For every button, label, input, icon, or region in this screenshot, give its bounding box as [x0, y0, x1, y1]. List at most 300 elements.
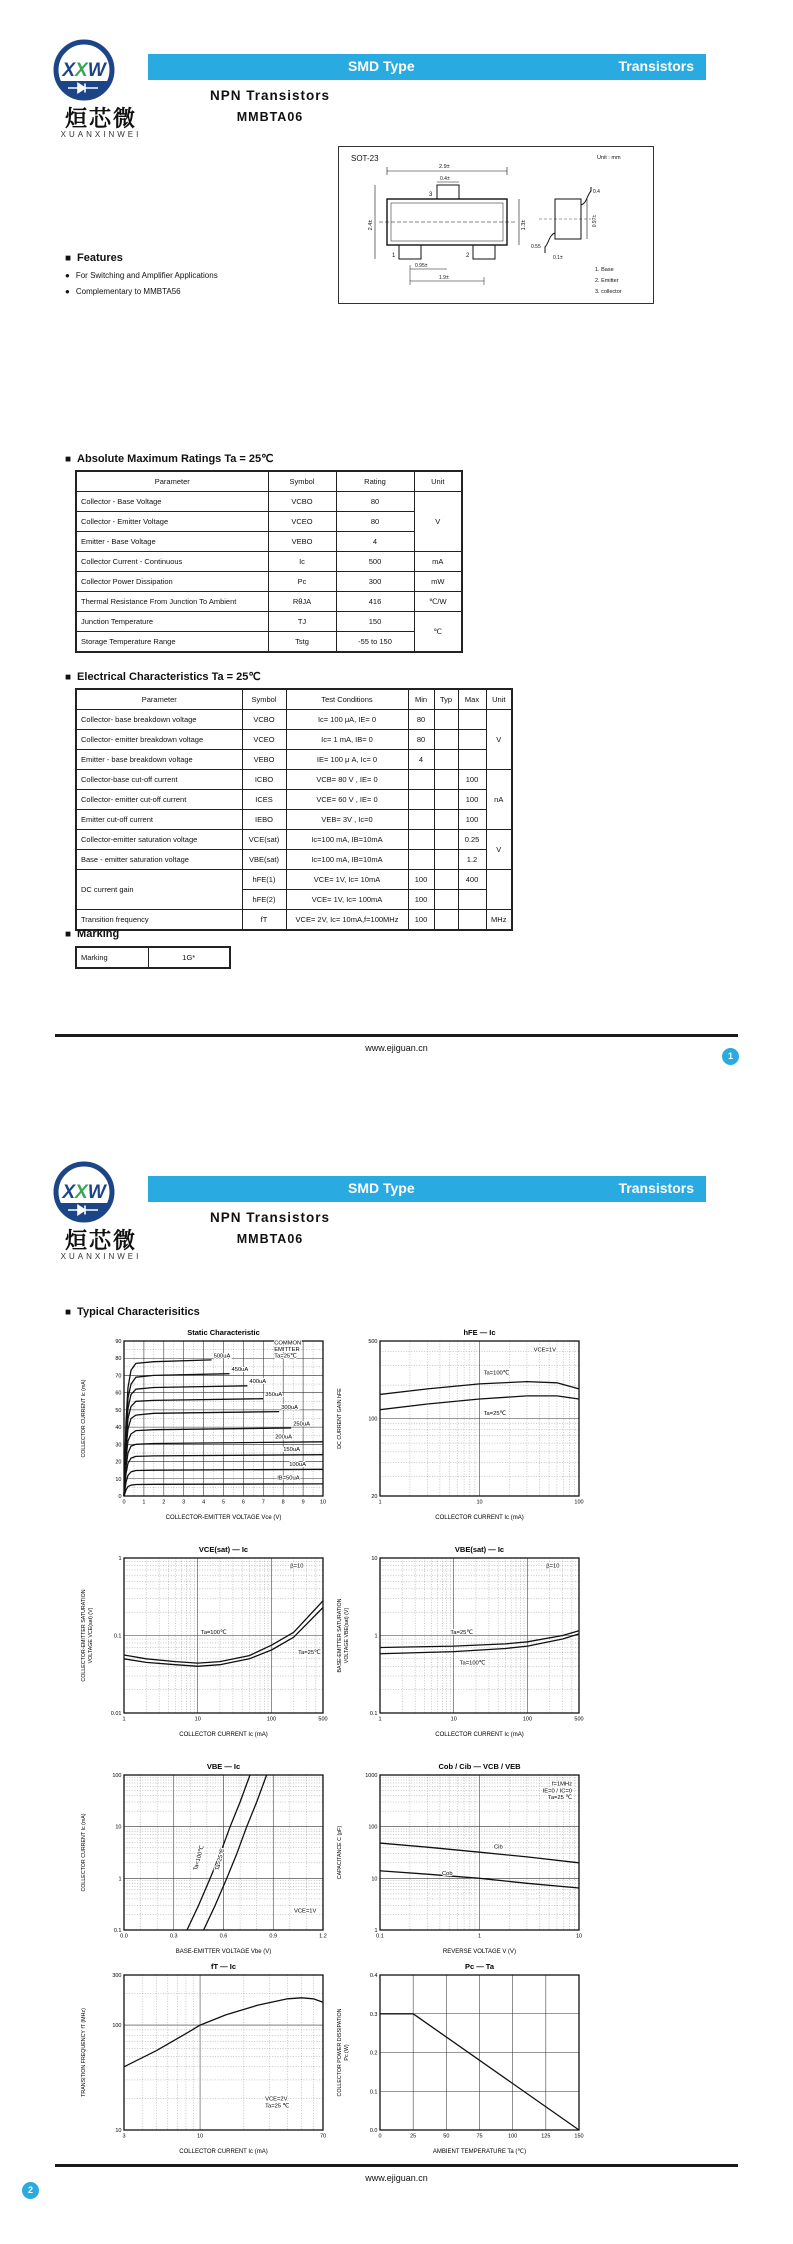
- svg-text:10: 10: [197, 2133, 204, 2140]
- table-cell: Transition frequency: [76, 910, 242, 931]
- table-cell: 100: [408, 870, 434, 890]
- table-cell: VBE(sat): [242, 850, 286, 870]
- svg-text:Static Characteristic: Static Characteristic: [187, 1328, 260, 1337]
- pin3-number: 3: [429, 192, 433, 198]
- table-cell: Tstg: [268, 632, 336, 653]
- table-cell: Ic= 100 μA, IE= 0: [286, 710, 408, 730]
- table-cell: V: [486, 830, 512, 870]
- abs-max-table: [75, 470, 463, 653]
- table-cell: Collector- emitter breakdown voltage: [76, 730, 242, 750]
- svg-text:VCE=2V: VCE=2V: [265, 2096, 288, 2103]
- svg-text:20: 20: [115, 1459, 122, 1466]
- brand-name-zh: 烜芯微: [64, 1228, 137, 1253]
- svg-text:VCE=1V: VCE=1V: [533, 1347, 557, 1354]
- table-cell: Collector Current - Continuous: [76, 552, 268, 572]
- svg-text:200uA: 200uA: [275, 1434, 292, 1441]
- svg-text:100: 100: [112, 2023, 122, 2030]
- svg-text:0.1: 0.1: [369, 2089, 378, 2096]
- svg-text:1: 1: [118, 1876, 122, 1883]
- svg-text:CAPACITANCE C (pF): CAPACITANCE C (pF): [337, 1825, 343, 1880]
- svg-text:COLLECTOR-EMITTER VOLTAGE Vc: COLLECTOR-EMITTER VOLTAGE Vce (V): [165, 1515, 282, 1521]
- pin1-number: 1: [392, 253, 396, 259]
- svg-text:Pc (W): Pc (W): [344, 2044, 350, 2061]
- electrical-table: [75, 688, 513, 931]
- svg-text:COLLECTOR CURRENT Ic (mA): COLLECTOR CURRENT Ic (mA): [81, 1813, 87, 1892]
- table-cell: Junction Temperature: [76, 612, 268, 632]
- table-cell: -55 to 150: [336, 632, 414, 653]
- table-cell: Ic: [268, 552, 336, 572]
- table-cell: Collector-emitter saturation voltage: [76, 830, 242, 850]
- svg-text:Ta=100℃: Ta=100℃: [483, 1370, 510, 1377]
- svg-text:0.3: 0.3: [369, 2011, 378, 2018]
- svg-text:f=1MHz: f=1MHz: [551, 1781, 572, 1788]
- svg-text:Ta=100℃: Ta=100℃: [200, 1629, 227, 1636]
- section-marker-icon: ■: [65, 1307, 72, 1318]
- svg-text:VOLTAGE VCE(sat) (V): VOLTAGE VCE(sat) (V): [88, 1607, 94, 1664]
- data-table: [75, 946, 231, 969]
- package-drawing: [338, 146, 654, 304]
- table-header-cell: Max: [458, 689, 486, 710]
- chart-hfe-vs-ic: [334, 1326, 586, 1531]
- table-cell: [458, 750, 486, 770]
- svg-text:75: 75: [476, 2133, 483, 2140]
- svg-text:Cib: Cib: [494, 1844, 503, 1851]
- table-cell: Base - emitter saturation voltage: [76, 850, 242, 870]
- table-cell: [458, 890, 486, 910]
- svg-text:Ta=25℃: Ta=25℃: [483, 1410, 507, 1417]
- svg-text:0.9: 0.9: [269, 1933, 278, 1940]
- page1-header: [0, 38, 793, 148]
- chart-vce-sat-vs-ic: [78, 1543, 330, 1748]
- bullet-icon: ●: [65, 287, 70, 296]
- svg-text:10: 10: [115, 1476, 122, 1483]
- svg-text:4: 4: [202, 1499, 206, 1506]
- dim-pitch1: 0.95±: [415, 263, 428, 269]
- chart-static-characteristic: [78, 1326, 330, 1531]
- table-header-cell: Rating: [336, 471, 414, 492]
- dim-total-height: 2.4±: [368, 219, 374, 231]
- page2-header: [0, 1160, 793, 1270]
- table-cell: 400: [458, 870, 486, 890]
- svg-text:70: 70: [115, 1373, 122, 1380]
- features-section: [65, 252, 218, 296]
- electrical-heading: ■ Electrical Characteristics Ta = 25℃: [65, 671, 261, 683]
- table-cell: 4: [408, 750, 434, 770]
- table-header-cell: Min: [408, 689, 434, 710]
- svg-text:EMITTER: EMITTER: [274, 1347, 300, 1353]
- banner-transistors: Transistors: [618, 1180, 694, 1196]
- footer-url: www.ejiguan.cn: [365, 2173, 428, 2183]
- svg-text:100: 100: [508, 2133, 518, 2140]
- table-row: [76, 790, 512, 810]
- table-row: [76, 830, 512, 850]
- svg-text:1: 1: [118, 1556, 122, 1562]
- table-cell: VCE= 1V, Ic= 100mA: [286, 890, 408, 910]
- table-cell: Marking: [76, 947, 148, 968]
- svg-text:0.1: 0.1: [113, 1633, 122, 1640]
- svg-text:2: 2: [162, 1499, 166, 1506]
- svg-text:0.4: 0.4: [369, 1973, 378, 1979]
- section-marker-icon: ■: [65, 672, 72, 683]
- table-header-cell: Typ: [434, 689, 458, 710]
- table-row: [76, 730, 512, 750]
- table-row: [76, 492, 462, 512]
- table-header-cell: Parameter: [76, 689, 242, 710]
- table-cell: Emitter - Base Voltage: [76, 532, 268, 552]
- svg-text:10: 10: [319, 1499, 327, 1506]
- brand-name-en: XUANXINWEI: [60, 130, 142, 139]
- table-cell: [458, 730, 486, 750]
- table-cell: [434, 710, 458, 730]
- table-cell: [408, 770, 434, 790]
- svg-text:100: 100: [522, 1716, 533, 1723]
- svg-text:10: 10: [575, 1933, 583, 1940]
- svg-text:1: 1: [477, 1933, 482, 1940]
- svg-text:DC CURRENT GAIN hFE: DC CURRENT GAIN hFE: [337, 1388, 343, 1449]
- section-marker-icon: ■: [65, 253, 72, 264]
- svg-text:500: 500: [574, 1716, 584, 1723]
- svg-text:100: 100: [112, 1773, 122, 1779]
- svg-text:100: 100: [574, 1499, 584, 1506]
- feature-item: ● For Switching and Amplifier Applications: [65, 271, 218, 280]
- table-cell: 4: [336, 532, 414, 552]
- svg-text:β=10: β=10: [546, 1563, 560, 1570]
- table-cell: 100: [458, 770, 486, 790]
- dim-body-width: 2.9±: [439, 164, 450, 170]
- svg-text:250uA: 250uA: [293, 1421, 310, 1428]
- table-cell: IEBO: [242, 810, 286, 830]
- marking-heading: ■ Marking: [65, 928, 120, 940]
- section-marker-icon: ■: [65, 454, 72, 465]
- footer-page2: [55, 2164, 738, 2183]
- table-cell: V: [414, 492, 462, 552]
- table-cell: hFE(2): [242, 890, 286, 910]
- doc-title: [150, 88, 390, 124]
- footer-page1: [55, 1034, 738, 1053]
- svg-text:8: 8: [281, 1499, 285, 1506]
- table-cell: Collector Power Dissipation: [76, 572, 268, 592]
- table-cell: 150: [336, 612, 414, 632]
- svg-text:20: 20: [371, 1494, 378, 1500]
- svg-text:10: 10: [115, 2128, 122, 2134]
- svg-text:0.6: 0.6: [219, 1933, 228, 1940]
- brand-name-zh: 烜芯微: [64, 106, 137, 131]
- table-cell: Ic=100 mA, IB=10mA: [286, 850, 408, 870]
- table-cell: VCBO: [268, 492, 336, 512]
- svg-text:5: 5: [221, 1499, 226, 1506]
- table-cell: TJ: [268, 612, 336, 632]
- svg-text:Ta=100℃: Ta=100℃: [193, 1844, 206, 1872]
- svg-text:β=10: β=10: [290, 1563, 304, 1570]
- table-cell: Collector- emitter cut-off current: [76, 790, 242, 810]
- table-cell: [434, 830, 458, 850]
- table-cell: [408, 790, 434, 810]
- svg-text:AMBIENT TEMPERATURE Ta (℃): AMBIENT TEMPERATURE Ta (℃): [432, 2149, 527, 2155]
- svg-text:COMMON: COMMON: [274, 1340, 302, 1347]
- table-cell: ICES: [242, 790, 286, 810]
- table-cell: mW: [414, 572, 462, 592]
- svg-text:300uA: 300uA: [281, 1405, 298, 1411]
- chart-vbe-sat-vs-ic: [334, 1543, 586, 1748]
- svg-text:1: 1: [142, 1499, 146, 1506]
- footer-url: www.ejiguan.cn: [365, 1043, 428, 1053]
- table-cell: Storage Temperature Range: [76, 632, 268, 653]
- table-header-cell: Parameter: [76, 471, 268, 492]
- table-cell: VEB= 3V , Ic=0: [286, 810, 408, 830]
- svg-text:9: 9: [301, 1499, 305, 1506]
- svg-text:TRANSITION FREQUENCY fT (M: TRANSITION FREQUENCY fT (MHz): [81, 2008, 87, 2097]
- svg-text:Ta=25℃: Ta=25℃: [274, 1353, 297, 1360]
- svg-text:COLLECTOR-EMITTER SATURATION: COLLECTOR-EMITTER SATURATION: [81, 1589, 87, 1682]
- svg-text:XXW: XXW: [62, 1182, 106, 1203]
- svg-text:1: 1: [374, 1928, 378, 1934]
- table-cell: VEBO: [242, 750, 286, 770]
- table-cell: 1.2: [458, 850, 486, 870]
- header-banner: [148, 54, 706, 80]
- svg-text:Pc — Ta: Pc — Ta: [464, 1962, 495, 1971]
- svg-text:0.3: 0.3: [169, 1933, 178, 1940]
- pin2-number: 2: [466, 253, 470, 259]
- svg-text:25: 25: [410, 2133, 417, 2140]
- table-header-cell: Symbol: [268, 471, 336, 492]
- svg-text:125: 125: [541, 2133, 551, 2140]
- table-cell: 100: [458, 790, 486, 810]
- typical-heading: ■ Typical Characterisitics: [65, 1306, 200, 1318]
- svg-text:1.2: 1.2: [319, 1933, 327, 1940]
- svg-text:BASE-EMITTER SATURATION: BASE-EMITTER SATURATION: [337, 1598, 343, 1673]
- table-cell: VCE= 60 V , IE= 0: [286, 790, 408, 810]
- table-cell: [434, 810, 458, 830]
- table-cell: nA: [486, 770, 512, 830]
- svg-text:300: 300: [112, 1973, 122, 1979]
- svg-text:30: 30: [115, 1442, 122, 1449]
- table-cell: 0.25: [458, 830, 486, 850]
- table-cell: Ic=100 mA, IB=10mA: [286, 830, 408, 850]
- svg-text:0.2: 0.2: [369, 2050, 378, 2057]
- svg-text:0: 0: [122, 1499, 126, 1506]
- table-header-cell: Test Conditions: [286, 689, 408, 710]
- table-cell: RθJA: [268, 592, 336, 612]
- svg-text:COLLECTOR CURRENT Ic (mA): COLLECTOR CURRENT Ic (mA): [81, 1379, 87, 1458]
- table-header-cell: Unit: [414, 471, 462, 492]
- abs-max-heading: ■ Absolute Maximum Ratings Ta = 25℃: [65, 453, 274, 465]
- dim-lead-top: 0.4: [593, 189, 600, 195]
- svg-text:COLLECTOR CURRENT Ic (mA): COLLECTOR CURRENT Ic (mA): [179, 2149, 268, 2155]
- table-cell: [434, 870, 458, 890]
- svg-text:Ta=100℃: Ta=100℃: [459, 1660, 486, 1667]
- dim-body-height: 1.3±: [521, 219, 527, 231]
- features-heading: ■ Features: [65, 252, 123, 264]
- svg-text:150uA: 150uA: [283, 1447, 300, 1454]
- table-cell: Ic= 1 mA, IB= 0: [286, 730, 408, 750]
- data-table: [75, 688, 513, 931]
- table-row: [76, 572, 462, 592]
- table-cell: 416: [336, 592, 414, 612]
- svg-text:50: 50: [443, 2133, 450, 2140]
- table-cell: VCE= 2V, Ic= 10mA,f=100MHz: [286, 910, 408, 931]
- doc-title-part: MMBTA06: [236, 110, 304, 124]
- table-cell: VCEO: [268, 512, 336, 532]
- table-cell: [434, 790, 458, 810]
- package-name: SOT-23: [351, 154, 379, 163]
- svg-text:fT — Ic: fT — Ic: [210, 1962, 237, 1971]
- table-cell: VCEO: [242, 730, 286, 750]
- dim-tab-width: 0.4±: [440, 176, 450, 182]
- svg-text:0.1: 0.1: [113, 1928, 122, 1934]
- table-cell: mA: [414, 552, 462, 572]
- table-row: [76, 592, 462, 612]
- svg-text:100: 100: [368, 1416, 378, 1423]
- svg-text:3: 3: [182, 1499, 186, 1506]
- table-row: [76, 612, 462, 632]
- table-cell: 80: [408, 730, 434, 750]
- svg-text:80: 80: [115, 1356, 122, 1363]
- table-cell: [434, 750, 458, 770]
- banner-smd-type: SMD Type: [348, 1180, 415, 1196]
- pin-legend-emitter: 2. Emitter: [595, 278, 619, 284]
- feature-item: ● Complementary to MMBTA56: [65, 287, 181, 296]
- table-cell: Collector - Emitter Voltage: [76, 512, 268, 532]
- svg-text:IB=50uA: IB=50uA: [277, 1475, 300, 1482]
- svg-text:VOLTAGE VBE(sat) (V): VOLTAGE VBE(sat) (V): [344, 1607, 350, 1664]
- table-cell: V: [486, 710, 512, 770]
- svg-text:0.01: 0.01: [110, 1711, 122, 1717]
- svg-text:1000: 1000: [365, 1773, 378, 1779]
- table-cell: 100: [408, 910, 434, 931]
- svg-text:40: 40: [115, 1425, 122, 1432]
- table-cell: VCE= 1V, Ic= 10mA: [286, 870, 408, 890]
- svg-text:Ta=25℃: Ta=25℃: [450, 1629, 473, 1636]
- table-cell: 500: [336, 552, 414, 572]
- table-cell: [434, 910, 458, 931]
- table-cell: Pc: [268, 572, 336, 592]
- table-cell: [408, 810, 434, 830]
- svg-text:50: 50: [115, 1407, 122, 1414]
- table-header-cell: Unit: [486, 689, 512, 710]
- svg-text:10: 10: [194, 1716, 201, 1723]
- table-cell: Emitter cut-off current: [76, 810, 242, 830]
- svg-text:500uA: 500uA: [213, 1353, 231, 1360]
- table-cell: ICBO: [242, 770, 286, 790]
- table-cell: IE= 100 μ A, Ic= 0: [286, 750, 408, 770]
- table-cell: ℃: [414, 612, 462, 653]
- svg-text:350uA: 350uA: [265, 1392, 283, 1399]
- svg-text:0.0: 0.0: [120, 1933, 128, 1940]
- svg-text:10: 10: [371, 1556, 378, 1562]
- svg-text:500: 500: [318, 1716, 328, 1723]
- svg-text:6: 6: [241, 1499, 245, 1506]
- chart-pc-vs-ta: [334, 1960, 586, 2165]
- banner-smd-type: SMD Type: [348, 58, 415, 74]
- table-cell: VCBO: [242, 710, 286, 730]
- svg-text:100: 100: [266, 1716, 277, 1723]
- table-cell: 100: [458, 810, 486, 830]
- header-banner: [148, 1176, 706, 1202]
- table-cell: [434, 770, 458, 790]
- svg-text:REVERSE VOLTAGE V (V): REVERSE VOLTAGE V (V): [442, 1949, 517, 1955]
- table-row: [76, 632, 462, 653]
- table-cell: [408, 830, 434, 850]
- svg-text:COLLECTOR POWER DISSIPATION: COLLECTOR POWER DISSIPATION: [337, 2008, 343, 2097]
- svg-text:10: 10: [450, 1716, 457, 1723]
- section-marker-icon: ■: [65, 929, 72, 940]
- svg-text:400uA: 400uA: [249, 1379, 267, 1386]
- svg-text:3: 3: [122, 2133, 126, 2140]
- doc-title-part: MMBTA06: [236, 1232, 304, 1246]
- table-header-cell: Symbol: [242, 689, 286, 710]
- svg-text:1: 1: [378, 1716, 382, 1723]
- table-cell: Collector-base cut-off current: [76, 770, 242, 790]
- svg-text:10: 10: [371, 1876, 378, 1883]
- banner-transistors: Transistors: [618, 58, 694, 74]
- svg-text:100uA: 100uA: [289, 1461, 306, 1468]
- table-cell: [434, 890, 458, 910]
- page-number-badge: 2: [22, 2182, 39, 2199]
- dim-lead-bottom: 0.55: [531, 244, 541, 250]
- chart-ft-vs-ic: [78, 1960, 330, 2165]
- table-row: [76, 870, 512, 890]
- chart-vbe-vs-ic: [78, 1760, 330, 1965]
- table-cell: 1G*: [148, 947, 230, 968]
- table-cell: VCB= 80 V , IE= 0: [286, 770, 408, 790]
- dim-pkg-height: 0.97±: [592, 214, 598, 228]
- table-cell: [486, 870, 512, 910]
- svg-text:1: 1: [374, 1633, 378, 1640]
- svg-text:VBE(sat) — Ic: VBE(sat) — Ic: [454, 1545, 505, 1554]
- table-row: [76, 850, 512, 870]
- svg-text:Ta=25 ℃: Ta=25 ℃: [265, 2103, 290, 2110]
- table-row: [76, 810, 512, 830]
- chart-capacitance-vs-voltage: [334, 1760, 586, 1965]
- doc-title-type: NPN Transistors: [209, 88, 331, 103]
- marking-table: [75, 946, 231, 969]
- table-cell: Emitter - base breakdown voltage: [76, 750, 242, 770]
- table-cell: VEBO: [268, 532, 336, 552]
- svg-text:10: 10: [115, 1824, 122, 1831]
- svg-text:XXW: XXW: [62, 60, 106, 81]
- svg-text:0.1: 0.1: [369, 1711, 378, 1717]
- pin-legend-collector: 3. collector: [595, 289, 622, 295]
- table-row: [76, 947, 230, 968]
- svg-text:Ta=25℃: Ta=25℃: [214, 1848, 227, 1872]
- table-row: [76, 910, 512, 931]
- table-cell: 300: [336, 572, 414, 592]
- svg-text:COLLECTOR CURRENT Ic (mA): COLLECTOR CURRENT Ic (mA): [179, 1732, 268, 1738]
- svg-text:0: 0: [378, 2133, 382, 2140]
- bullet-icon: ●: [65, 271, 70, 280]
- svg-text:1: 1: [378, 1499, 382, 1506]
- svg-text:VCE=1V: VCE=1V: [293, 1908, 317, 1915]
- svg-text:COLLECTOR CURRENT Ic (mA): COLLECTOR CURRENT Ic (mA): [435, 1732, 524, 1738]
- table-cell: ℃/W: [414, 592, 462, 612]
- table-row: [76, 770, 512, 790]
- svg-text:Cob / Cib — VCB / VEB: Cob / Cib — VCB / VEB: [438, 1762, 521, 1771]
- table-cell: 80: [336, 512, 414, 532]
- package-unit-note: Unit : mm: [597, 155, 621, 161]
- brand-name-en: XUANXINWEI: [60, 1252, 142, 1261]
- svg-text:COLLECTOR CURRENT Ic (mA): COLLECTOR CURRENT Ic (mA): [435, 1515, 524, 1521]
- table-cell: fT: [242, 910, 286, 931]
- table-cell: Thermal Resistance From Junction To Ambient: [76, 592, 268, 612]
- svg-text:Ta=25 ℃: Ta=25 ℃: [547, 1794, 572, 1801]
- doc-title: [150, 1210, 390, 1246]
- page-number-badge: 1: [722, 1048, 739, 1065]
- table-cell: hFE(1): [242, 870, 286, 890]
- table-cell: Collector - Base Voltage: [76, 492, 268, 512]
- table-cell: DC current gain: [76, 870, 242, 910]
- table-row: [76, 750, 512, 770]
- dim-lead-thickness: 0.1±: [553, 255, 563, 261]
